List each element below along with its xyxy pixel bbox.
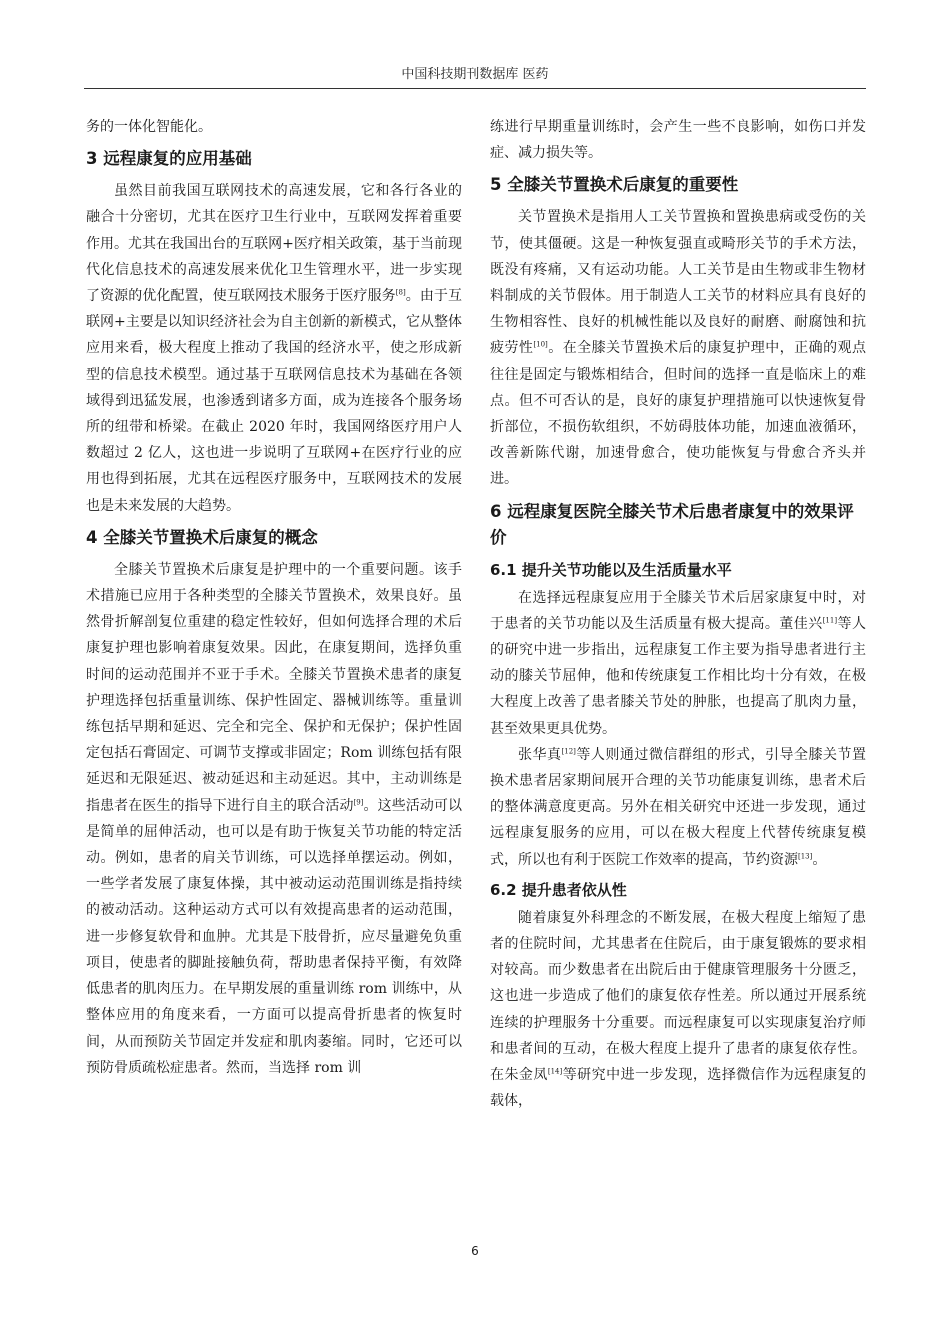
header-rule <box>84 88 866 89</box>
paragraph: 虽然目前我国互联网技术的高速发展，它和各行各业的融合十分密切，尤其在医疗卫生行业中，互联网发挥着重要作用。尤其在我国出台的互联网+医疗相关政策，基于当前现代化信息技术的高速发展来优化卫生管理水平，进一步实现了资源的优化配置，使互联网技术服务于医疗服务[8]。由于互联网+主要是以知识经济社会为自主创新的新模式，它从整体应用来看，极大程度上推动了我国的经济水平，使之形成新型的信息技术模型。通过基于互联网信息技术为基础在各领域得到迅猛发展，也渗透到诸多方面，成为连接各个服务场所的纽带和桥梁。在截止 2020 年时，我国网络医疗用户人数超过 2 亿人，这也进一步说明了互联网+在医疗行业的应用也得到拓展，尤其在远程医疗服务中，互联网技术的发展也是未来发展的大趋势。 <box>86 183 463 514</box>
citation-12[interactable]: [12] <box>561 747 576 756</box>
citation-14[interactable]: [14] <box>547 1067 563 1076</box>
subsection-heading-6-1: 6.1 提升关节功能以及生活质量水平 <box>490 560 732 579</box>
paragraph: 全膝关节置换术后康复是护理中的一个重要问题。该手术措施已应用于各种类型的全膝关节置换术，效果良好。虽然骨折解剖复位重建的稳定性较好，但如何选择合理的术后康复护理也影响着康复效果。因此，在康复期间，选择负重时间的运动范围并不亚于手术。全膝关节置换术患者的康复护理选择包括重量训练、保护性固定、器械训练等。重量训练包括早期和延迟、完全和完全、保护和无保护；保护性固定包括石膏固定、可调节支撑或非固定；Rom 训练包括有限延迟和无限延迟、被动延迟和主动延迟。其中，主动训练是指患者在医生的指导下进行自主的联合活动[9]。这些活动可以是简单的屈伸活动，也可以是有助于恢复关节功能的特定活动。例如，患者的肩关节训练，可以选择单摆运动。例如，一些学者发展了康复体操，其中被动运动范围训练是指持续的被动活动。这种运动方式可以有效提高患者的运动范围，进一步修复软骨和血肿。尤其是下肢骨折，应尽量避免负重项目，使患者的脚趾接触负荷，帮助患者保持平衡，有效降低患者的肌肉压力。在早期发展的重量训练 rom 训练中，从整体应用的角度来看，一方面可以提高骨折患者的恢复时间，从而预防关节固定并发症和肌肉萎缩。同时，它还可以预防骨质疏松症患者。然而，当选择 rom 训 <box>86 561 463 1076</box>
citation-11[interactable]: [11] <box>822 616 838 625</box>
right-column <box>490 114 866 1115</box>
running-header: 中国科技期刊数据库 医药 <box>401 67 549 82</box>
citation-10[interactable]: [10] <box>533 340 548 349</box>
section-heading-4: 4 全膝关节置换术后康复的概念 <box>86 527 318 547</box>
citation-9[interactable]: [9] <box>353 798 364 807</box>
paragraph: 随着康复外科理念的不断发展，在极大程度上缩短了患者的住院时间，尤其患者在住院后，由于康复锻炼的要求相对较高。而少数患者在出院后由于健康管理服务十分匮乏，这也进一步造成了他们的康复依存性差。所以通过开展系统连续的护理服务十分重要。而远程康复可以实现康复治疗师和患者间的互动，在极大程度上提升了患者的康复依存性。在朱金凤[14]等研究中进一步发现，选择微信作为远程康复的载体， <box>490 909 867 1110</box>
paragraph: 在选择远程康复应用于全膝关节术后居家康复中时，对于患者的关节功能以及生活质量有极大提高。董佳兴[11]等人的研究中进一步指出，远程康复工作主要为指导患者进行主动的膝关节屈伸，他和传统康复工作相比均十分有效，在极大程度上改善了患者膝关节处的肿胀，也提高了肌肉力量，甚至效果更具优势。 <box>490 589 867 737</box>
citation-8[interactable]: [8] <box>395 288 406 297</box>
paragraph: 张华真[12]等人则通过微信群组的形式，引导全膝关节置换术患者居家期间展开合理的关节功能康复训练，患者术后的整体满意度更高。另外在相关研究中还进一步发现，通过远程康复服务的应用，可以在极大程度上代替传统康复模式，所以也有利于医院工作效率的提高，节约资源[13]。 <box>490 746 867 868</box>
citation-13[interactable]: [13] <box>798 852 813 861</box>
paragraph: 务的一体化智能化。 <box>86 119 212 135</box>
left-column <box>86 114 462 1081</box>
section-heading-6: 6 远程康复医院全膝关节术后患者康复中的效果评价 <box>490 501 854 547</box>
page-number: 6 <box>471 1244 479 1258</box>
section-heading-3: 3 远程康复的应用基础 <box>86 149 252 169</box>
paragraph: 练进行早期重量训练时，会产生一些不良影响，如伤口并发症、减力损失等。 <box>490 119 866 162</box>
section-heading-5: 5 全膝关节置换术后康复的重要性 <box>490 175 739 195</box>
paragraph: 关节置换术是指用人工关节置换和置换患病或受伤的关节，使其僵硬。这是一种恢复强直或畸形关节的手术方法，既没有疼痛，又有运动功能。人工关节是由生物或非生物材料制成的关节假体。用于制造人工关节的材料应具有良好的生物相容性、良好的机械性能以及良好的耐磨、耐腐蚀和抗疲劳性[10]。在全膝关节置换术后的康复护理中，正确的观点往往是固定与锻炼相结合，但时间的选择一直是临床上的难点。但不可否认的是，良好的康复护理措施可以快速恢复骨折部位，不损伤软组织，不妨碍肢体功能，加速血液循环，改善新陈代谢，加速骨愈合，使功能恢复与骨愈合齐头并进。 <box>490 209 867 488</box>
subsection-heading-6-2: 6.2 提升患者依从性 <box>490 880 627 899</box>
